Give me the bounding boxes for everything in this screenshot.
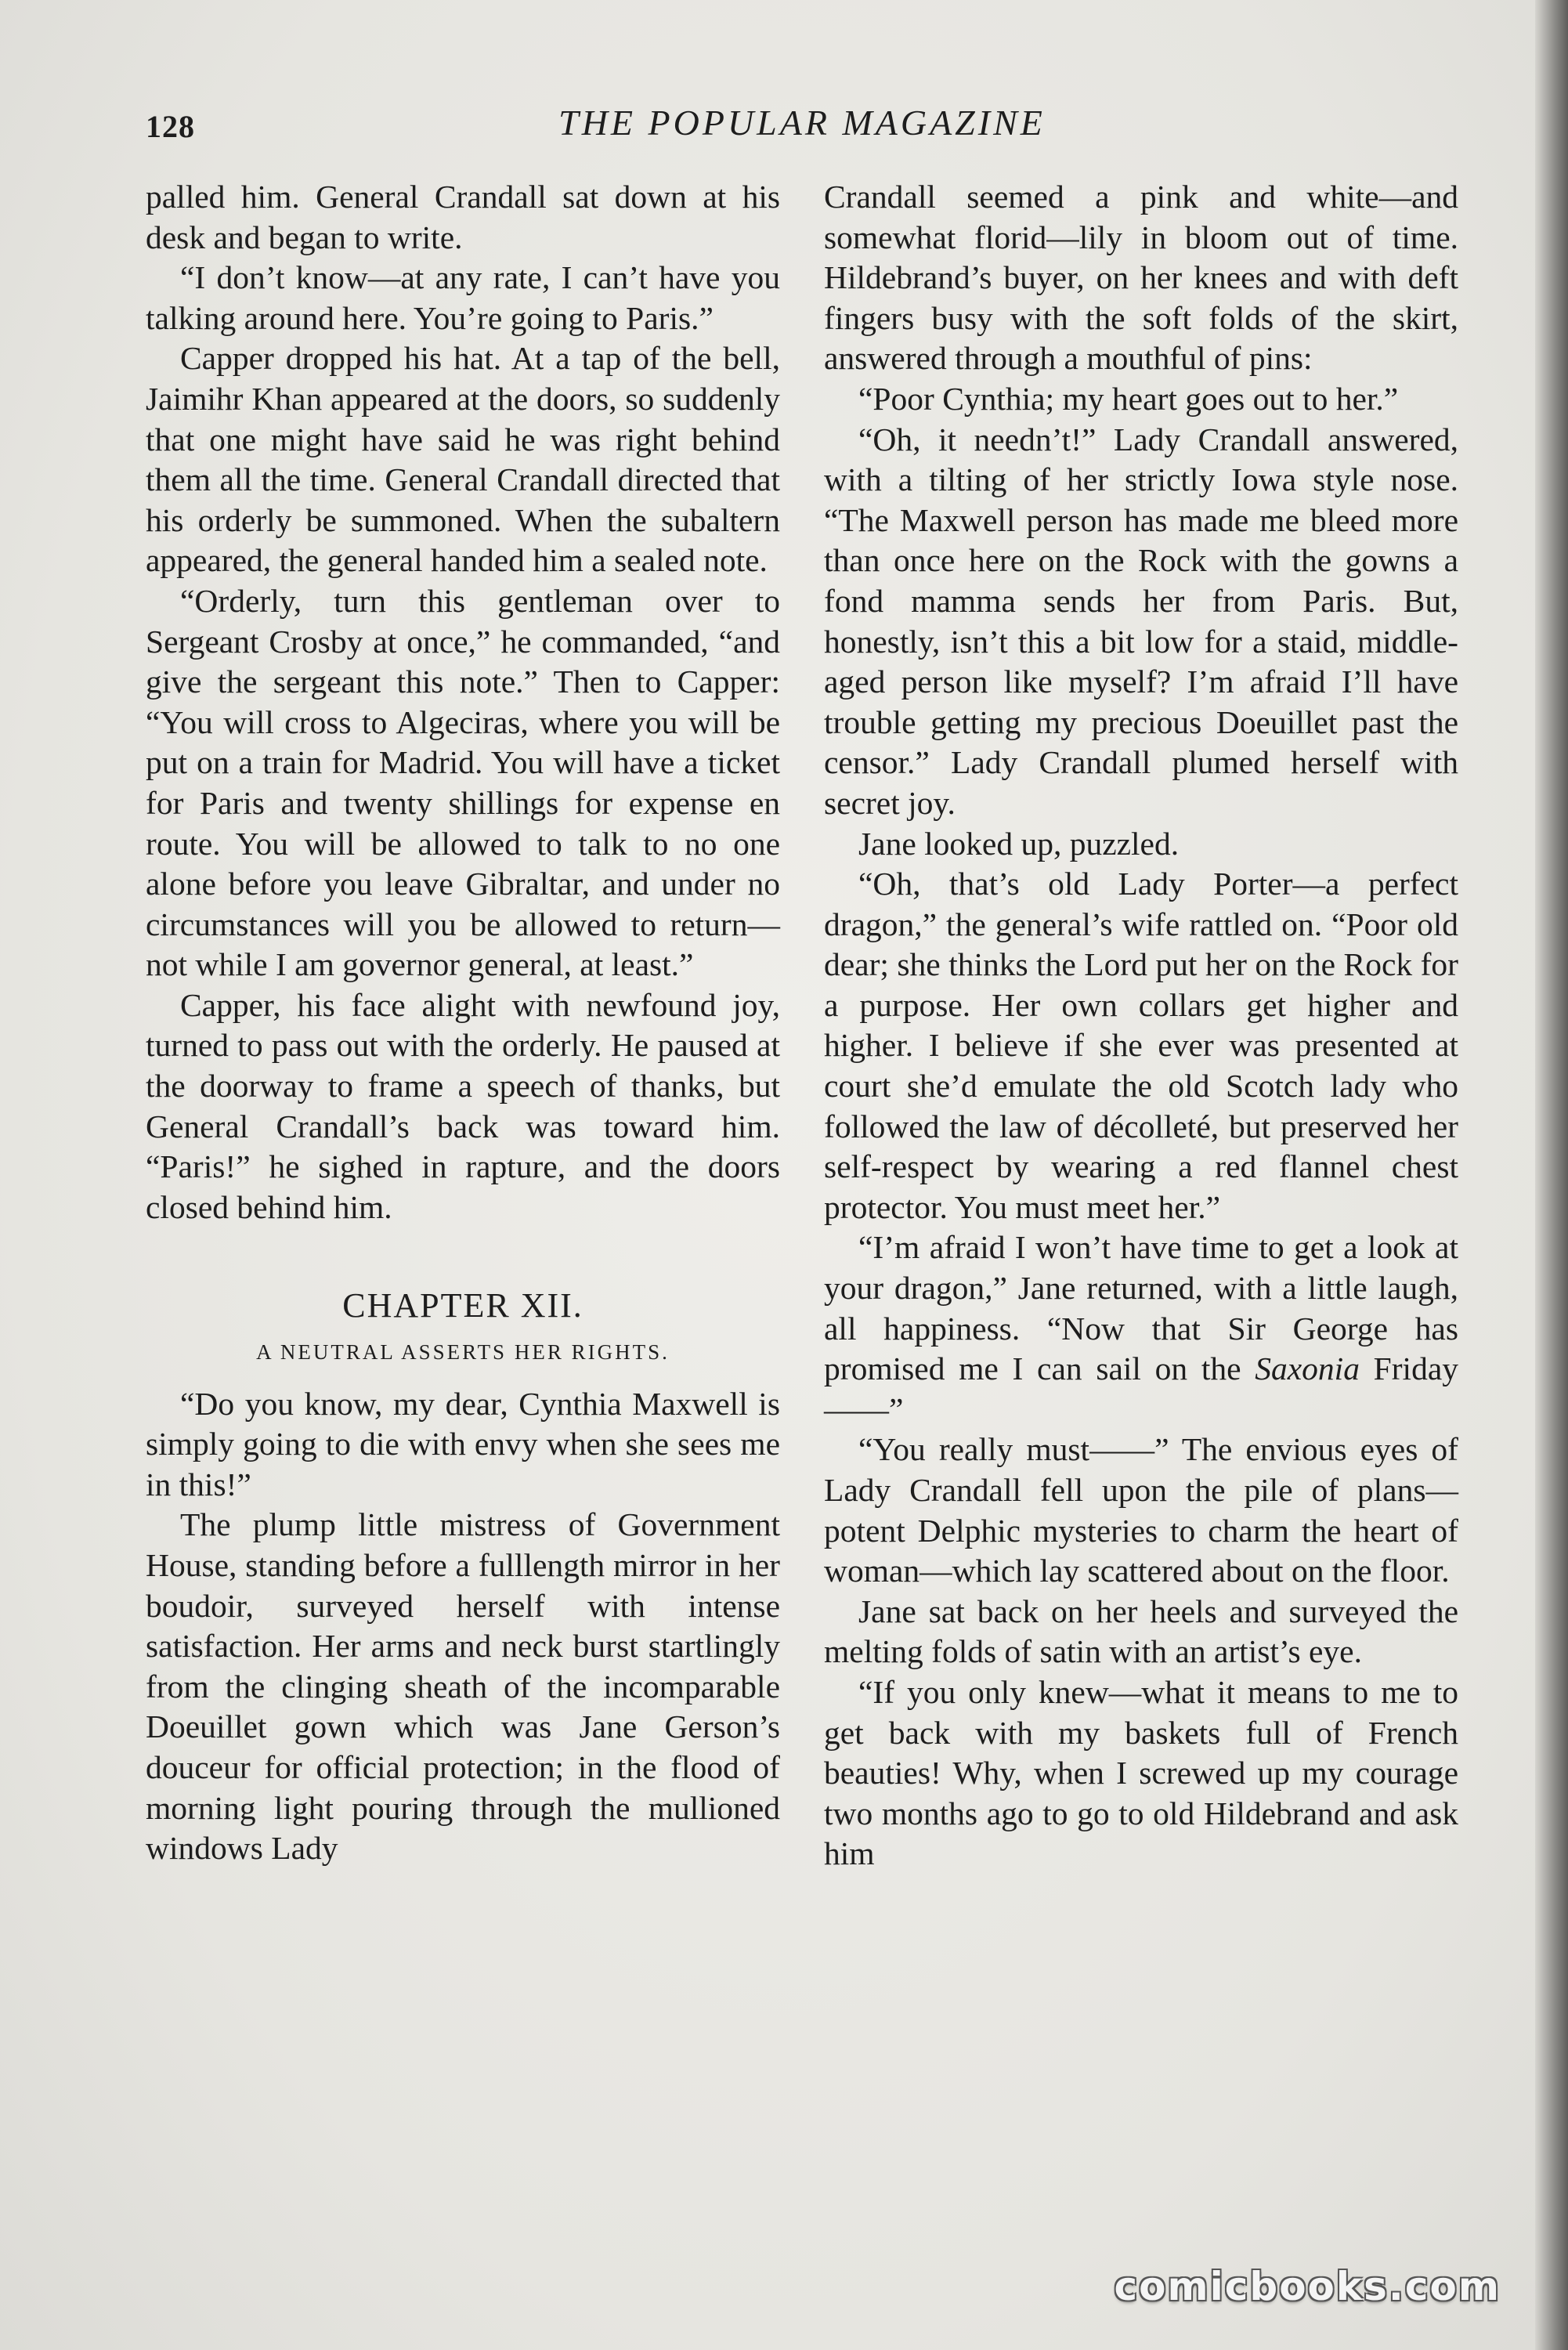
paragraph: “Oh, it needn’t!” Lady Crandall answered, with a tilting of her strictly Iowa style nose. “The Maxwell person has made me bleed more than once here on the Rock with the gowns a fond mamma sends her from Paris. But, honestly, isn’t this a bit low for a staid, middle-aged person like myself? I’m afraid I’ll have trouble getting my precious Doeuillet past the censor.” Lady Crandall plumed herself with secret joy. [824,421,1458,821]
paragraph: “You really must——” The envious eyes of Lady Crandall fell upon the pile of plans—potent Delphic mysteries to charm the heart of woman—which lay scattered about on the floor. [824,1431,1458,1589]
paragraph: “Oh, that’s old Lady Porter—a perfect dragon,” the general’s wife rattled on. “Poor old dear; she thinks the Lord put her on the Rock for a purpose. Her own collars get higher and higher. I believe if she ever was presented at court she’d emulate the old Scotch lady who followed the law of décolleté, but preserved her self-respect by wearing a red flannel chest protector. You must meet her.” [824,866,1458,1225]
running-head: THE POPULAR MAGAZINE [558,103,1046,143]
paragraph-text: Friday——” [824,1350,1458,1427]
paragraph: “Poor Cynthia; my heart goes out to her.” [858,380,1399,417]
watermark-logo: comicbooks.com [1114,2264,1501,2309]
left-column [146,177,780,1869]
page-number: 128 [146,109,195,144]
paragraph: Jane sat back on her heels and surveyed the melting folds of satin with an artist’s eye. [824,1593,1458,1670]
paragraph: “I don’t know—at any rate, I can’t have you talking around here. You’re going to Paris.” [146,259,780,336]
right-column [824,177,1458,1875]
paragraph-text: “I’m afraid I won’t have time to get a look at your dragon,” Jane returned, with a little laugh, all happiness. “Now that Sir George has promised me I can sail on the [824,1229,1458,1387]
paragraph: “Orderly, turn this gentleman over to Sergeant Crosby at once,” he commanded, “and give the sergeant this note.” Then to Capper: “You will cross to Algeciras, where you will be put on a train for Madrid. You will have a ticket for Paris and twenty shillings for expense en route. You will be allowed to talk to no one alone before you leave Gibraltar, and under no circumstances will you be allowed to return—not while I am governor general, at least.” [146,582,780,983]
paragraph: The plump little mistress of Government House, standing before a fulllength mirror in her boudoir, surveyed herself with intense satisfaction. Her arms and neck burst startlingly from the clinging sheath of the incomparable Doeuillet gown which was Jane Gerson’s douceur for official protection; in the flood of morning light pouring through the mullioned windows Lady [146,1506,780,1867]
book-spine-shadow [1535,0,1568,2350]
chapter-heading: CHAPTER XII. [342,1286,583,1325]
ship-name: Saxonia [1255,1350,1360,1387]
page-header [146,102,1458,164]
paragraph: Crandall seemed a pink and white—and somewhat florid—lily in bloom out of time. Hildebrand’s buyer, on her knees and with deft fingers busy with the soft folds of the skirt, answered through a mouthful of pins: [824,179,1458,377]
paragraph [824,1227,1458,1430]
chapter-subtitle: A NEUTRAL ASSERTS HER RIGHTS. [256,1340,670,1365]
paragraph: Capper, his face alight with newfound joy, turned to pass out with the orderly. He paused at the doorway to frame a speech of thanks, but General Crandall’s back was toward him. “Paris!” he sighed in rapture, and the doors closed behind him. [146,986,780,1225]
paragraph: “Do you know, my dear, Cynthia Maxwell is simply going to die with envy when she sees me in this!” [146,1385,780,1502]
paragraph: Jane looked up, puzzled. [858,825,1180,862]
paragraph: “If you only knew—what it means to me to get back with my baskets full of French beauties! Why, when I screwed up my courage two months ago to go to old Hildebrand and ask him [824,1673,1458,1872]
paragraph: Capper dropped his hat. At a tap of the bell, Jaimihr Khan appeared at the doors, so suddenly that one might have said he was right behind them all the time. General Crandall directed that his orderly be summoned. When the subaltern appeared, the general handed him a sealed note. [146,340,780,579]
paragraph: palled him. General Crandall sat down at his desk and began to write. [146,179,780,255]
